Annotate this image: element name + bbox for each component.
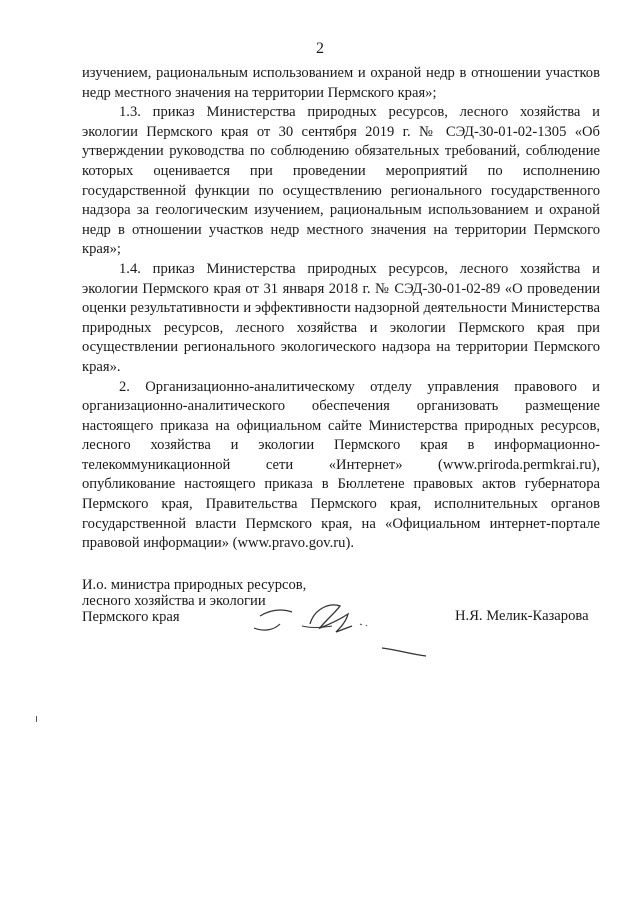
signature-position-line: И.о. министра природных ресурсов, [82,577,307,593]
page-number: 2 [316,40,324,57]
signer-name: Н.Я. Мелик-Казарова [455,608,589,624]
signature-position-line: лесного хозяйства и экологии [82,593,266,609]
paragraph-item-1-4: 1.4. приказ Министерства природных ресурсов, лесного хозяйства и экологии Пермского края от 31 января 2018 г. № СЭД-30-01-02-89 «О проведении оценки результативности и эффективности надзорной деятельности Министерства природных ресурсов, лесного хозяйства и экологии Пермского края при осуществлении регионального экологического надзора на территории Пермского края». [82,260,600,375]
handwritten-signature [250,588,430,658]
signature-position-line: Пермского края [82,609,180,625]
paragraph-item-2: 2. Организационно-аналитическому отделу управления правового и организационно-аналитического обеспечения организовать размещение настоящего приказа на официальном сайте Министерства природных ресурсов, лесного хозяйства и экологии Пермского края в информационно-телекоммуникационной сети «Интернет» (www.priroda.permkrai.ru), опубликование настоящего приказа в Бюллетене правовых актов губернатора Пермского края, Правительства Пермского края, исполнительных органов государственной власти Пермского края, на «Официальном интернет-портале правовой информации» (www.pravo.gov.ru). [82,378,600,552]
paragraph-continuation: изучением, рациональным использованием и охраной недр в отношении участков недр местного значения на территории Пермского края»; [82,65,600,101]
document-body [82,64,600,554]
paragraph-item-1-3: 1.3. приказ Министерства природных ресурсов, лесного хозяйства и экологии Пермского края от 30 сентября 2019 г. № СЭД-30-01-02-1305 «Об утверждении руководства по соблюдению обязательных требований, соблюдение которых оценивается при проведении мероприятий по исполнению государственной функции по осуществлению регионального государственного надзора за геологическим изучением, рациональным использованием и охраной недр в отношении участков недр местного значения на территории Пермского края»; [82,104,600,258]
scan-speck [36,716,37,722]
